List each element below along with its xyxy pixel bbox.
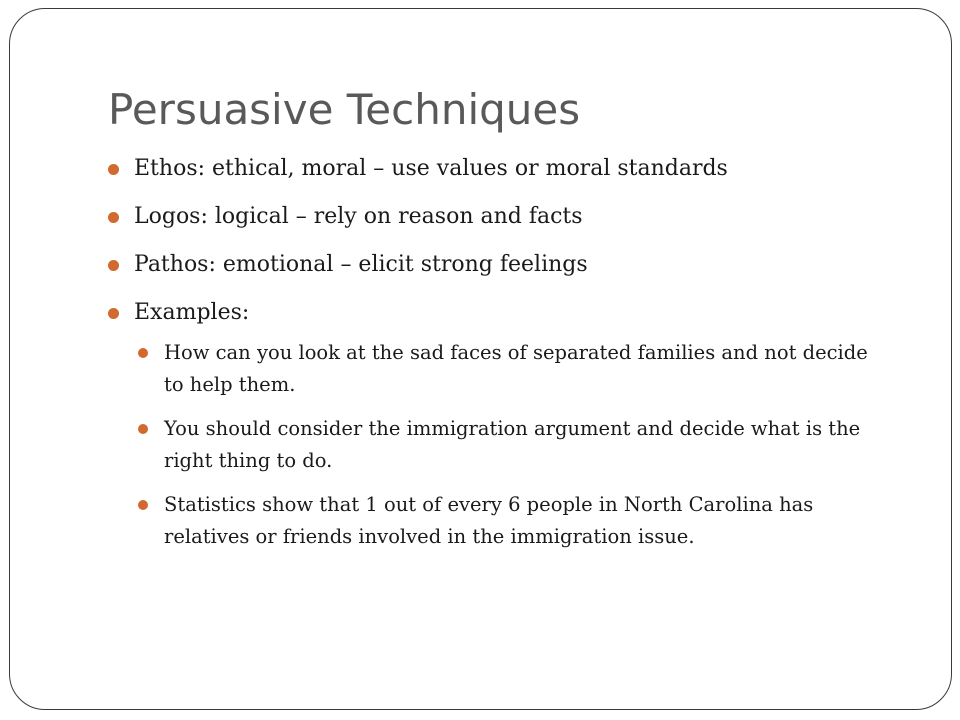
sub-bullet-item — [138, 413, 884, 477]
bullet-text: Logos: logical – rely on reason and facts — [134, 204, 583, 229]
bullet-item-examples — [108, 299, 908, 327]
bullet-dot-icon — [108, 164, 119, 175]
sub-bullet-text: You should consider the immigration argument and decide what is the right thing to do. — [164, 417, 861, 472]
sub-bullet-text: Statistics show that 1 out of every 6 people in North Carolina has relatives or friends involved in the immigration issue. — [164, 493, 814, 548]
bullet-text: Examples: — [134, 300, 250, 325]
bullet-item-logos — [108, 203, 908, 231]
bullet-text: Pathos: emotional – elicit strong feelings — [134, 252, 588, 277]
sub-bullet-text: How can you look at the sad faces of separated families and not decide to help them. — [164, 341, 868, 396]
bullet-dot-icon — [108, 308, 119, 319]
bullet-item-pathos — [108, 251, 908, 279]
sub-bullet-item — [138, 489, 884, 553]
sub-bullet-dot-icon — [138, 424, 148, 434]
bullet-dot-icon — [108, 212, 119, 223]
bullet-list — [108, 155, 908, 565]
bullet-item-ethos — [108, 155, 908, 183]
bullet-dot-icon — [108, 260, 119, 271]
sub-bullet-item — [138, 337, 884, 401]
bullet-text: Ethos: ethical, moral – use values or moral standards — [134, 156, 728, 181]
slide-title: Persuasive Techniques — [108, 85, 581, 134]
sub-bullet-dot-icon — [138, 348, 148, 358]
sub-bullet-dot-icon — [138, 500, 148, 510]
